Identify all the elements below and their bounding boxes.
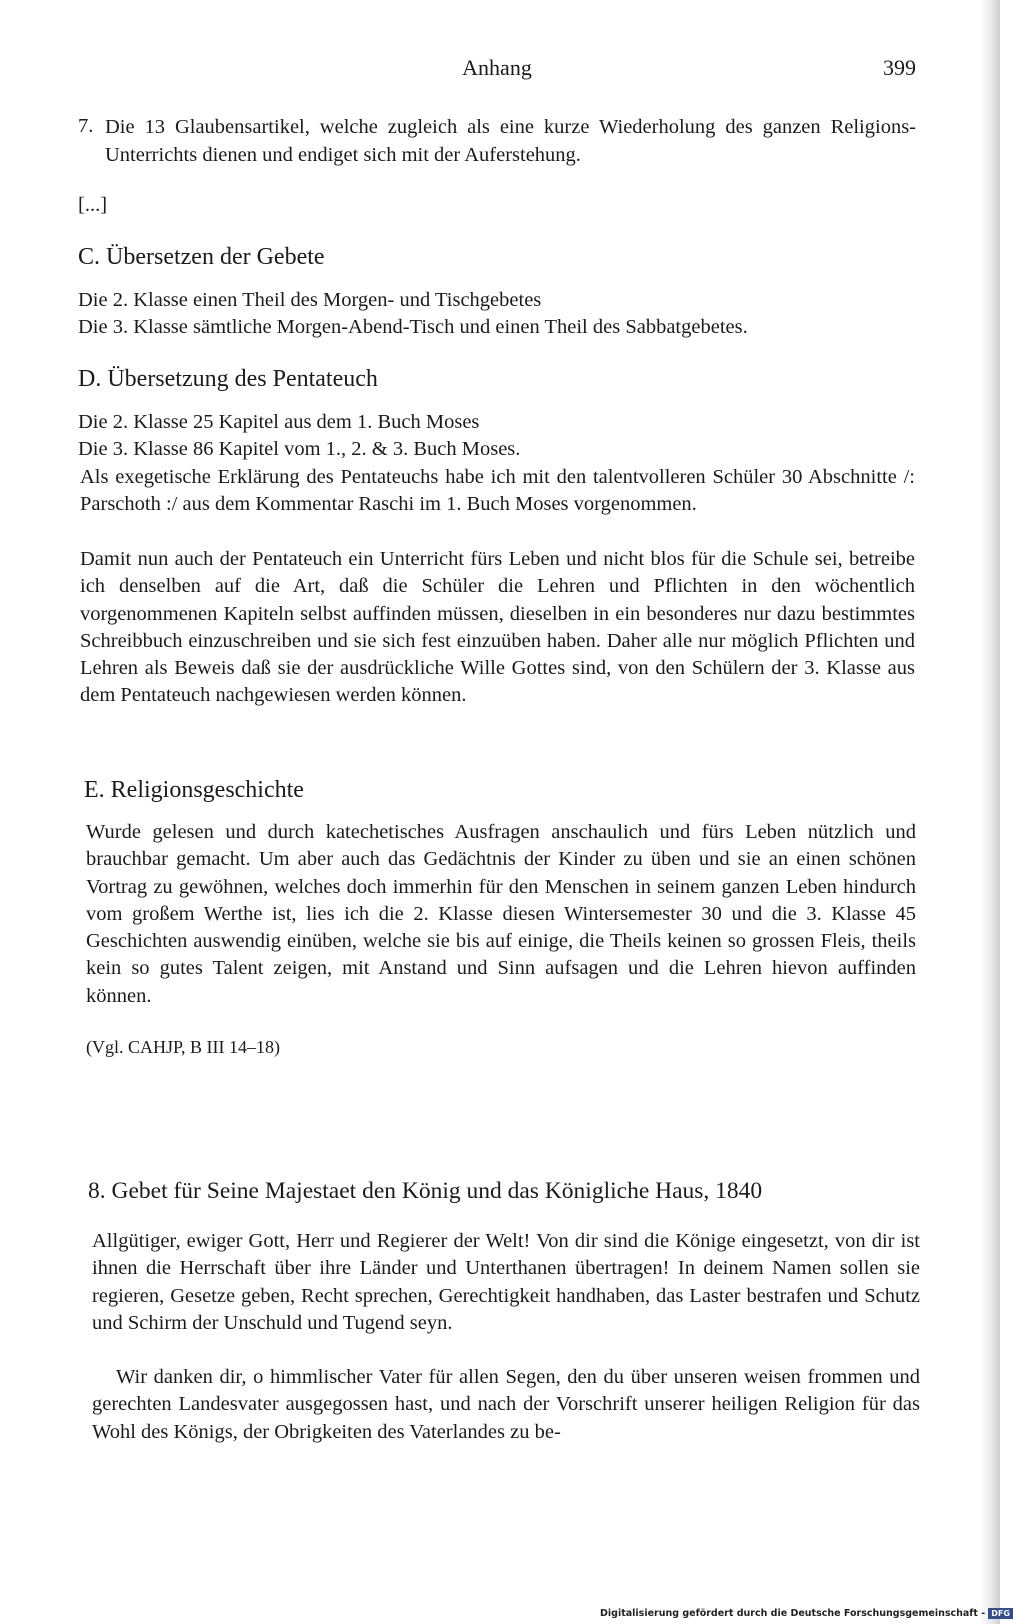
prayer-paragraph: Allgütiger, ewiger Gott, Herr und Regierer der Welt! Von dir sind die Könige eingesetzt, von dir ist ihnen die Herrschaft über ihre Länder und Unterthanen übertragen! In deinem Namen sollen sie regieren, Gesetze geben, Recht sprechen, Gerechtigkeit handhaben, das Laster bestrafen und Schutz und Schirm der Unschuld und Tugend seyn. <box>92 1230 920 1334</box>
section-d-paragraph: Als exegetische Erklärung des Pentateuchs habe ich mit den talentvolleren Schüler 30 Abschnitte /: Parschoth :/ aus dem Kommentar Raschi im 1. Buch Moses vorgenommen. <box>80 466 915 516</box>
section-8-heading: 8. Gebet für Seine Majestaet den König und das Königliche Haus, 1840 <box>88 1178 763 1204</box>
running-head <box>78 55 916 87</box>
omission-mark: [...] <box>78 194 108 216</box>
prayer-paragraph: Wir danken dir, o himmlischer Vater für allen Segen, den du über unseren weisen frommen und gerechten Landesvater ausgegossen hast, und nach der Vorschrift unserer heiligen Religion für das Wohl des Königs, der Obrigkeiten des Vaterlandes zu be- <box>92 1366 920 1443</box>
page-gutter-shadow <box>980 0 1000 1624</box>
section-d-lines <box>78 409 918 464</box>
digitization-credit <box>600 1608 1013 1619</box>
list-item-7 <box>78 113 916 169</box>
source-reference: (Vgl. CAHJP, B III 14–18) <box>86 1037 281 1057</box>
digitization-credit-text: Digitalisierung gefördert durch die Deutsche Forschungsgemeinschaft - <box>600 1608 986 1619</box>
list-item-text: Die 13 Glaubensartikel, welche zugleich als eine kurze Wiederholung des ganzen Religions-Unterrichts dienen und endiget sich mit der Auferstehung. <box>105 116 916 166</box>
section-c-line: Die 2. Klasse einen Theil des Morgen- und Tischgebetes <box>78 289 542 311</box>
section-d-paragraph: Damit nun auch der Pentateuch ein Unterricht fürs Leben und nicht blos für die Schule sei, betreibe ich denselben auf die Art, daß die Schüler die Lehren und Pflichten in den wöchentlich vorgenommenen Kapiteln selbst auffinden müssen, dieselben in ein besonderes nur dazu bestimmtes Schreibbuch einzuschreiben und sie sich fest einzuüben haben. Daher alle nur möglich Pflichten und Lehren als Beweis daß sie der ausdrückliche Wille Gottes sind, von den Schülern der 3. Klasse aus dem Pentateuch nachgewiesen werden können. <box>80 548 915 707</box>
dfg-logo: DFG <box>988 1608 1013 1619</box>
list-item-number: 7. <box>78 115 94 137</box>
section-e-paragraph: Wurde gelesen und durch katechetisches Ausfragen anschaulich und fürs Leben nützlich und brauchbar gemacht. Um aber auch das Gedächtnis der Kinder zu üben und sie an einen schönen Vortrag zu gewöhnen, welches doch immerhin für den Menschen in seinem ganzen Leben hindurch vom großem Werthe ist, lies ich die 2. Klasse diesen Wintersemester 30 und die 3. Klasse 45 Geschichten auswendig einüben, welche sie bis auf einige, die Theils keinen so grossen Fleis, theils kein so gutes Talent zeigen, mit Anstand und Sinn aufsagen und die Lehren hievon auffinden können. <box>86 821 916 1007</box>
section-d-line: Die 3. Klasse 86 Kapitel vom 1., 2. & 3. Buch Moses. <box>78 438 521 461</box>
section-d-line: Die 2. Klasse 25 Kapitel aus dem 1. Buch Moses <box>78 411 480 433</box>
section-c-lines <box>78 287 918 342</box>
section-d-heading: D. Übersetzung des Pentateuch <box>78 366 378 392</box>
section-e-heading: E. Religionsgeschichte <box>84 777 304 803</box>
section-c-line: Die 3. Klasse sämtliche Morgen-Abend-Tisch und einen Theil des Sabbatgebetes. <box>78 316 748 339</box>
page-number: 399 <box>883 55 916 80</box>
running-title: Anhang <box>462 55 532 80</box>
section-c-heading: C. Übersetzen der Gebete <box>78 244 325 270</box>
